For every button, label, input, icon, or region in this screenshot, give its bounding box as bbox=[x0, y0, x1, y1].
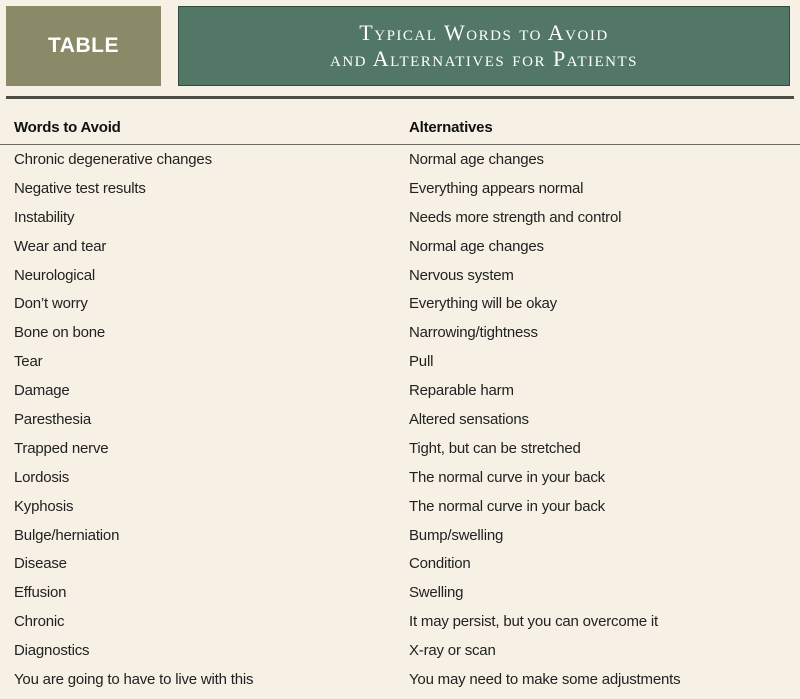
alternative: Swelling bbox=[409, 584, 464, 602]
table-row bbox=[0, 578, 800, 607]
column-header-words-to-avoid: Words to Avoid bbox=[14, 118, 121, 136]
table-row bbox=[0, 434, 800, 463]
word-to-avoid: Neurological bbox=[14, 266, 95, 284]
table-row bbox=[0, 521, 800, 550]
alternative: Needs more strength and control bbox=[409, 208, 622, 226]
table-row bbox=[0, 549, 800, 578]
alternative: Pull bbox=[409, 353, 434, 371]
table-row bbox=[0, 232, 800, 261]
table-row bbox=[0, 318, 800, 347]
table-row bbox=[0, 145, 800, 174]
table-row bbox=[0, 405, 800, 434]
word-to-avoid: Bulge/herniation bbox=[14, 526, 120, 544]
alternative: The normal curve in your back bbox=[409, 497, 605, 515]
alternative: Normal age changes bbox=[409, 150, 544, 168]
alternative: Everything appears normal bbox=[409, 179, 584, 197]
table-body bbox=[0, 145, 800, 694]
word-to-avoid: Paresthesia bbox=[14, 410, 92, 428]
alternative: Normal age changes bbox=[409, 237, 544, 255]
table-row bbox=[0, 261, 800, 290]
table-row bbox=[0, 665, 800, 694]
alternative: Everything will be okay bbox=[409, 295, 557, 313]
table-row bbox=[0, 463, 800, 492]
word-to-avoid: Trapped nerve bbox=[14, 439, 109, 457]
table-label: TABLE bbox=[48, 34, 119, 57]
table-label-box bbox=[6, 6, 161, 86]
table-title-box bbox=[178, 6, 790, 86]
table-row bbox=[0, 492, 800, 521]
alternative: Altered sensations bbox=[409, 410, 529, 428]
alternative: Bump/swelling bbox=[409, 526, 504, 544]
header-divider bbox=[6, 96, 794, 99]
table-row bbox=[0, 636, 800, 665]
word-to-avoid: Lordosis bbox=[14, 468, 70, 486]
column-header-alternatives: Alternatives bbox=[409, 118, 493, 136]
word-to-avoid: Effusion bbox=[14, 584, 67, 602]
word-to-avoid: Kyphosis bbox=[14, 497, 74, 515]
table-column-headers bbox=[0, 110, 800, 145]
table-row bbox=[0, 174, 800, 203]
table-title-line-2: and Alternatives for Patients bbox=[329, 46, 639, 71]
alternative: Nervous system bbox=[409, 266, 514, 284]
word-to-avoid: Don’t worry bbox=[14, 295, 88, 313]
alternative: Reparable harm bbox=[409, 382, 514, 400]
alternative: It may persist, but you can overcome it bbox=[409, 613, 658, 631]
word-to-avoid: Chronic degenerative changes bbox=[14, 150, 212, 168]
table-row bbox=[0, 347, 800, 376]
word-to-avoid: Tear bbox=[14, 353, 43, 371]
alternative: X-ray or scan bbox=[409, 642, 496, 660]
table-row bbox=[0, 289, 800, 318]
word-to-avoid: You are going to have to live with this bbox=[14, 670, 254, 688]
alternative: The normal curve in your back bbox=[409, 468, 605, 486]
table-row bbox=[0, 607, 800, 636]
word-to-avoid: Wear and tear bbox=[14, 237, 107, 255]
alternative: Condition bbox=[409, 555, 471, 573]
word-to-avoid: Chronic bbox=[14, 613, 65, 631]
alternative: Tight, but can be stretched bbox=[409, 439, 581, 457]
table-row bbox=[0, 376, 800, 405]
table-row bbox=[0, 203, 800, 232]
table-title-line-1: Typical Words to Avoid bbox=[359, 20, 609, 45]
alternative: Narrowing/tightness bbox=[409, 324, 538, 342]
word-to-avoid: Instability bbox=[14, 208, 75, 226]
words-table bbox=[0, 110, 800, 694]
word-to-avoid: Diagnostics bbox=[14, 642, 90, 660]
table-header bbox=[0, 0, 800, 90]
alternative: You may need to make some adjustments bbox=[409, 670, 681, 688]
word-to-avoid: Negative test results bbox=[14, 179, 146, 197]
word-to-avoid: Damage bbox=[14, 382, 70, 400]
word-to-avoid: Bone on bone bbox=[14, 324, 106, 342]
word-to-avoid: Disease bbox=[14, 555, 67, 573]
